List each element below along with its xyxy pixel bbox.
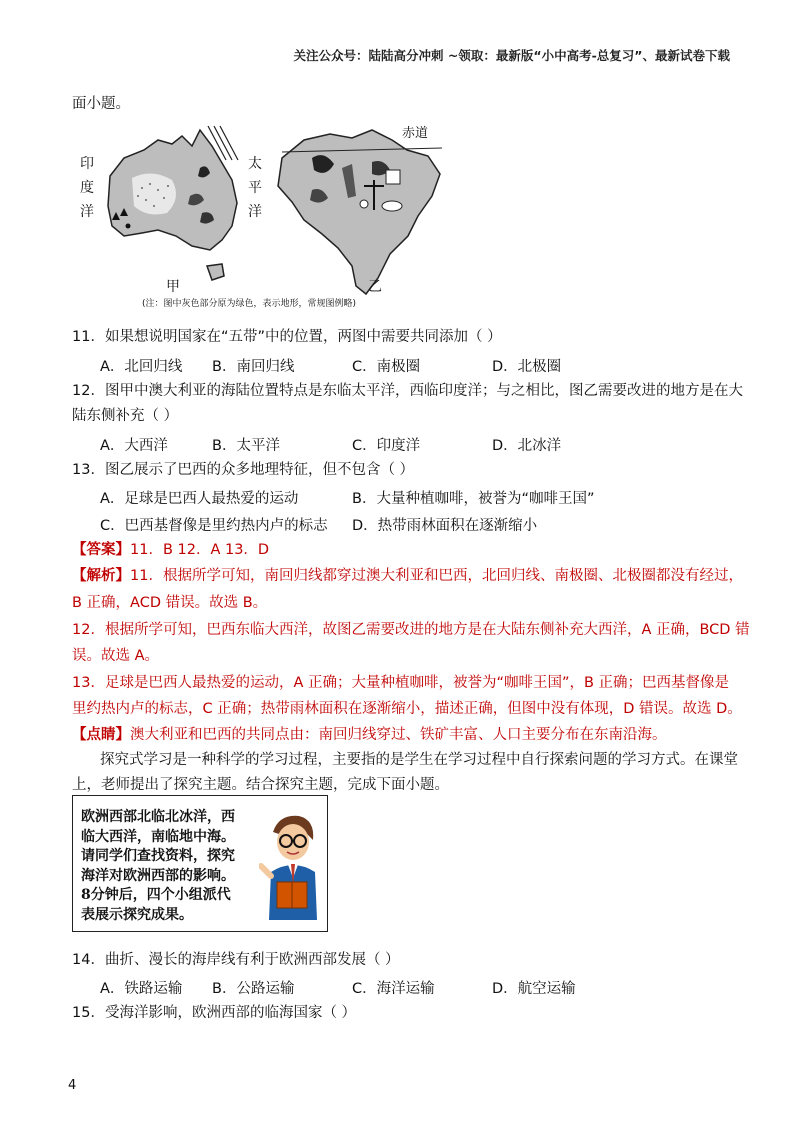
analysis-line3: 12．根据所学可知，巴西东临大西洋，故图乙需要改进的地方是在大陆东侧补充大西洋，A 正确，BCD 错 bbox=[72, 622, 750, 638]
q11-option-d: D．北极圈 bbox=[492, 359, 562, 375]
analysis-line1 bbox=[72, 566, 743, 586]
answer-line bbox=[72, 540, 269, 560]
map-note: (注：图中灰色部分原为绿色，表示地形，常规图例略) bbox=[142, 299, 357, 309]
q13-option-d: D．热带雨林面积在逐渐缩小 bbox=[352, 518, 538, 534]
q11-stem: 11．如果想说明国家在“五带”中的位置，两图中需要共同添加（ ） bbox=[72, 329, 502, 345]
brazil-map bbox=[278, 130, 442, 294]
q13-option-a: A．足球是巴西人最热爱的运动 bbox=[100, 491, 299, 507]
page-number: 4 bbox=[68, 1078, 77, 1093]
q11-option-c: C．南极圈 bbox=[352, 359, 421, 375]
dianjing-line bbox=[72, 725, 667, 745]
q13-option-b: B．大量种植咖啡，被誉为“咖啡王国” bbox=[352, 491, 595, 507]
analysis-line5: 13．足球是巴西人最热爱的运动，A 正确；大量种植咖啡，被誉为“咖啡王国”，B 正确；巴西基督像是 bbox=[72, 675, 730, 691]
q11-option-b: B．南回归线 bbox=[212, 359, 295, 375]
analysis-tag: 【解析】 bbox=[72, 568, 130, 584]
pacific-ocean-label: 太 平 洋 bbox=[248, 156, 262, 220]
q12-option-d: D．北冰洋 bbox=[492, 438, 562, 454]
analysis-line4: 误。故选 A。 bbox=[72, 648, 160, 664]
q14-option-d: D．航空运输 bbox=[492, 981, 576, 997]
q14-option-a: A．铁路运输 bbox=[100, 981, 183, 997]
indian-ocean-label: 印 度 洋 bbox=[80, 156, 94, 220]
map-jia-label: 甲 bbox=[166, 279, 180, 295]
intro-tail: 面小题。 bbox=[72, 96, 130, 112]
australia-map bbox=[108, 126, 238, 280]
maps-svg bbox=[72, 118, 472, 313]
teacher-speech-box bbox=[72, 795, 328, 932]
dianjing-tag: 【点睛】 bbox=[72, 727, 130, 743]
q14-stem: 14．曲折、漫长的海岸线有利于欧洲西部发展（ ） bbox=[72, 952, 400, 968]
q12-stem-line2: 陆东侧补充（ ） bbox=[72, 408, 179, 424]
map-yi-label: 乙 bbox=[368, 279, 382, 295]
q12-option-c: C．印度洋 bbox=[352, 438, 421, 454]
q13-option-c: C．巴西基督像是里约热内卢的标志 bbox=[100, 518, 328, 534]
equator-label: 赤道 bbox=[402, 126, 429, 141]
analysis-line2: B 正确，ACD 错误。故选 B。 bbox=[72, 595, 268, 611]
analysis-line6: 里约热内卢的标志，C 正确；热带雨林面积在逐渐缩小，描述正确，但图中没有体现，D 错误。故选 D。 bbox=[72, 701, 742, 717]
teacher-illustration bbox=[259, 810, 323, 922]
q12-stem-line1: 12．图甲中澳大利亚的海陆位置特点是东临太平洋，西临印度洋；与之相比，图乙需要改进的地方是在大 bbox=[72, 383, 743, 399]
speech-text: 欧洲西部北临北冰洋，西 临大西洋，南临地中海。 请同学们查找资料，探究 海洋对欧洲西部的影响。 8分钟后，四个小组派代 表展示探究成果。 bbox=[81, 809, 235, 923]
passage-line2: 上，老师提出了探究主题。结合探究主题，完成下面小题。 bbox=[72, 777, 449, 793]
page-header: 关注公众号：陆陆高分冲刺 ~领取：最新版“小中高考-总复习”、最新试卷下载 bbox=[293, 48, 730, 63]
map-figure bbox=[72, 118, 472, 313]
answer-text: 11．B 12．A 13．D bbox=[130, 542, 270, 558]
q12-option-b: B．太平洋 bbox=[212, 438, 280, 454]
q14-option-c: C．海洋运输 bbox=[352, 981, 435, 997]
passage-line1: 探究式学习是一种科学的学习过程，主要指的是学生在学习过程中自行探索问题的学习方式。在课堂 bbox=[100, 752, 738, 768]
dianjing-text: 澳大利亚和巴西的共同点由：南回归线穿过、铁矿丰富、人口主要分布在东南沿海。 bbox=[130, 727, 667, 743]
analysis-text-1: 11．根据所学可知，南回归线都穿过澳大利亚和巴西，北回归线、南极圈、北极圈都没有经过， bbox=[130, 568, 743, 584]
q15-stem: 15．受海洋影响，欧洲西部的临海国家（ ） bbox=[72, 1005, 357, 1021]
answer-tag: 【答案】 bbox=[72, 542, 130, 558]
q14-option-b: B．公路运输 bbox=[212, 981, 295, 997]
q11-option-a: A．北回归线 bbox=[100, 359, 183, 375]
q13-stem: 13．图乙展示了巴西的众多地理特征，但不包含（ ） bbox=[72, 462, 415, 478]
q12-option-a: A．大西洋 bbox=[100, 438, 168, 454]
